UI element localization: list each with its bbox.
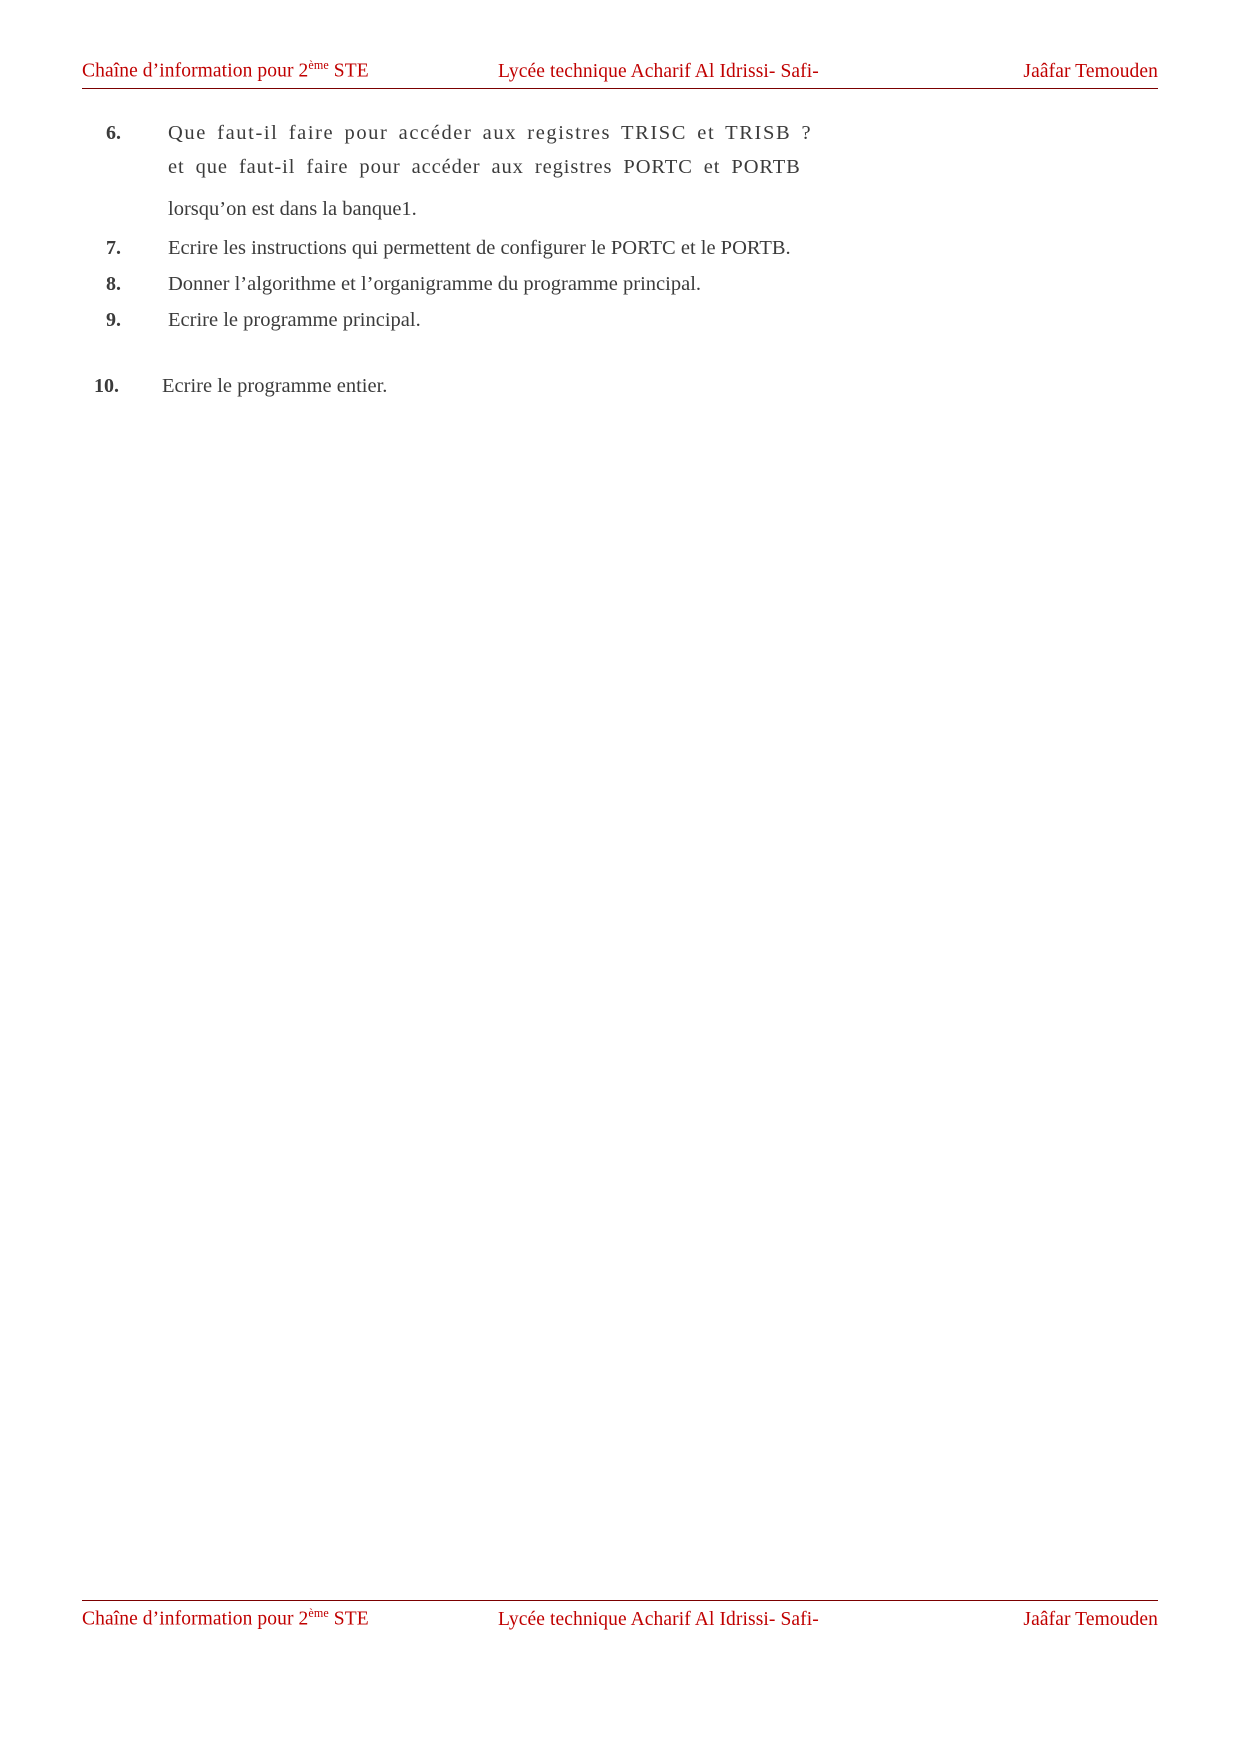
question-list [94, 118, 1140, 406]
header-center-text: Lycée technique Acharif Al Idrissi- Safi- [498, 60, 819, 82]
header-left-superscript: ème [308, 58, 329, 72]
list-item-line: Donner l’algorithme et l’organigramme du programme principal. [168, 273, 702, 296]
list-item-line: et que faut-il faire pour accéder aux registres PORTC et PORTB [168, 155, 801, 178]
list-item-body [168, 269, 1140, 301]
footer-center-text: Lycée technique Acharif Al Idrissi- Safi- [498, 1608, 819, 1630]
list-item-number: 6. [106, 122, 121, 144]
list-item-line: Ecrire le programme principal. [168, 308, 421, 331]
footer-left-superscript: ème [308, 1606, 329, 1620]
footer-divider [82, 1600, 1158, 1601]
header-right-text: Jaâfar Temouden [1023, 60, 1158, 82]
list-item [100, 233, 1140, 265]
list-item-line: lorsqu’on est dans la banque1. [168, 197, 417, 220]
list-item [100, 118, 1140, 225]
header-left-text: Chaîne d’information pour 2ème STE [82, 58, 369, 82]
list-item-line: Ecrire le programme entier. [162, 374, 388, 397]
header-divider [82, 88, 1158, 89]
list-item-number: 9. [106, 308, 121, 331]
list-item-number: 10. [94, 374, 119, 397]
list-item [94, 371, 1140, 403]
footer-left-text: Chaîne d’information pour 2ème STE [82, 1606, 369, 1630]
footer-right-text: Jaâfar Temouden [1023, 1608, 1158, 1630]
list-item [100, 269, 1140, 301]
list-item-body [168, 305, 1140, 337]
list-item-line: Que faut-il faire pour accéder aux registres TRISC et TRISB ? [168, 122, 813, 144]
list-item-body [168, 118, 1140, 225]
page-header [82, 58, 1158, 92]
page-footer [82, 1600, 1158, 1634]
list-item-line: Ecrire les instructions qui permettent de configurer le PORTC et le PORTB. [168, 237, 791, 260]
list-item-number: 7. [106, 237, 121, 260]
list-item-number: 8. [106, 273, 121, 296]
list-item-body [162, 371, 1140, 403]
list-item [100, 305, 1140, 337]
list-item-body [168, 233, 1140, 265]
